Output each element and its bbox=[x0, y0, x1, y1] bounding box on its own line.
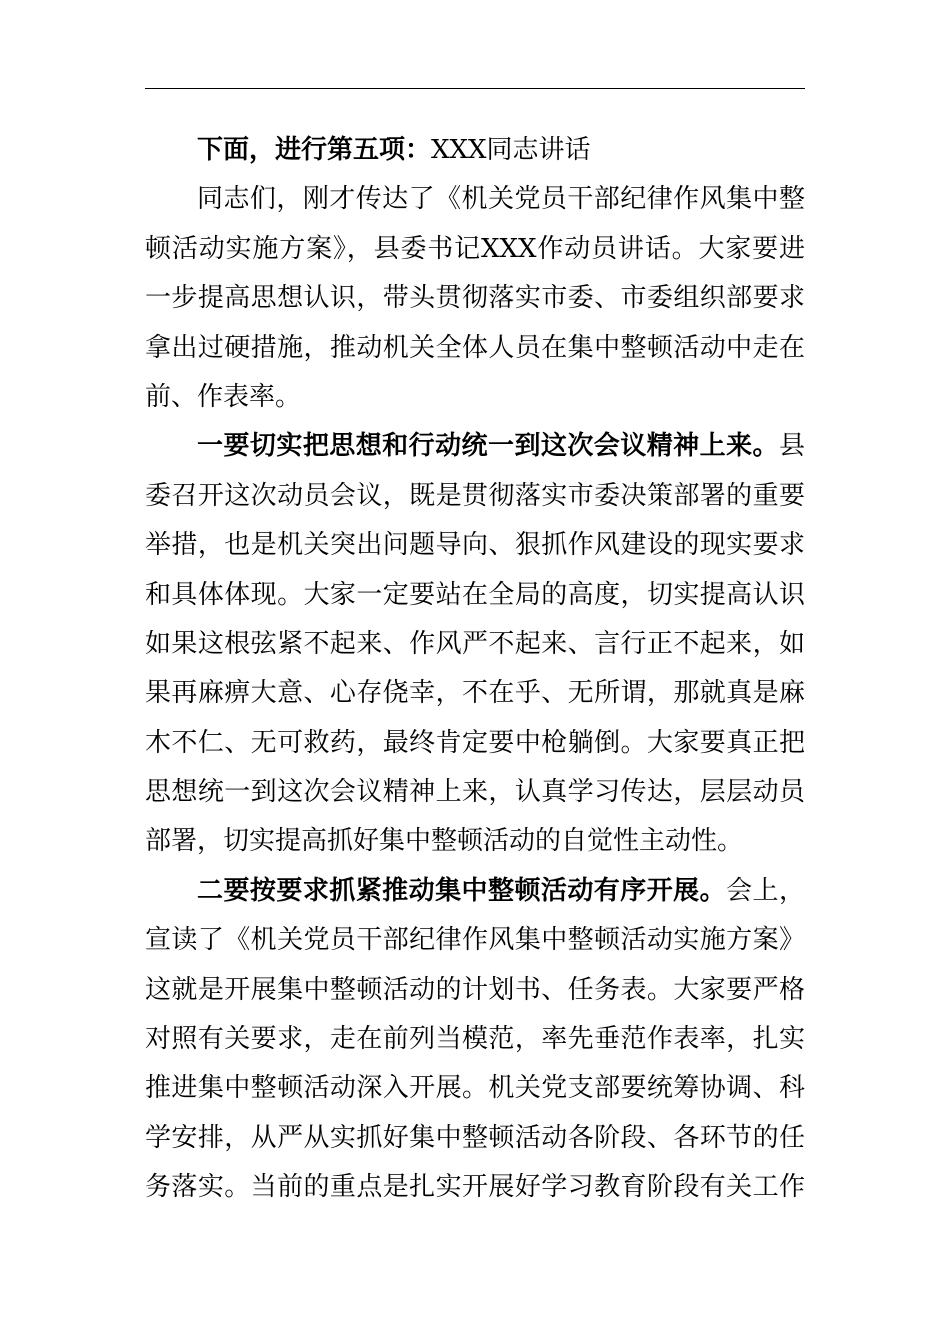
paragraph-line: 思想统一到这次会议精神上来，认真学习传达，层层动员 bbox=[145, 777, 805, 808]
paragraph-point-two bbox=[145, 867, 805, 1213]
point-two-lead: 会上， bbox=[726, 875, 805, 906]
paragraph-line: 宣读了《机关党员干部纪律作风集中整顿活动实施方案》 bbox=[145, 925, 805, 956]
paragraph-line: 木不仁、无可救药，最终肯定要中枪躺倒。大家要真正把 bbox=[145, 727, 805, 758]
paragraph-heading-line bbox=[145, 867, 805, 916]
paragraph-line: 前、作表率。 bbox=[145, 381, 302, 412]
paragraph-line: 同志们，刚才传达了《机关党员干部纪律作风集中整 bbox=[197, 184, 805, 215]
paragraph-line: 部署，切实提高抓好集中整顿活动的自觉性主动性。 bbox=[145, 826, 744, 857]
item-title-rest: XXX同志讲话 bbox=[431, 135, 591, 165]
paragraph-line: 拿出过硬措施，推动机关全体人员在集中整顿活动中走在 bbox=[145, 332, 805, 363]
paragraph-line: 学安排，从严从实抓好集中整顿活动各阶段、各环节的任 bbox=[145, 1122, 805, 1153]
paragraph-line: 务落实。当前的重点是扎实开展好学习教育阶段有关工作 bbox=[145, 1172, 805, 1203]
paragraph-line: 推进集中整顿活动深入开展。机关党支部要统筹协调、科 bbox=[145, 1073, 805, 1104]
document-body bbox=[145, 126, 805, 1213]
paragraph-line: 委召开这次动员会议，既是贯彻落实市委决策部署的重要 bbox=[145, 480, 805, 511]
paragraph-line: 一步提高思想认识，带头贯彻落实市委、市委组织部要求 bbox=[145, 283, 805, 314]
paragraph-line: 果再麻痹大意、心存侥幸，不在乎、无所谓，那就真是麻 bbox=[145, 678, 805, 709]
point-two-heading: 二要按要求抓紧推动集中整顿活动有序开展。 bbox=[197, 875, 727, 906]
item-title-line bbox=[145, 126, 805, 175]
paragraph-line: 顿活动实施方案》，县委书记XXX作动员讲话。大家要进 bbox=[145, 233, 805, 264]
paragraph-point-one bbox=[145, 422, 805, 867]
paragraph-line: 和具体体现。大家一定要站在全局的高度，切实提高认识 bbox=[145, 579, 805, 610]
header-rule bbox=[145, 88, 805, 89]
paragraph-line: 对照有关要求，走在前列当模范，率先垂范作表率，扎实 bbox=[145, 1024, 805, 1055]
paragraph-heading-line bbox=[145, 422, 805, 471]
point-one-heading: 一要切实把思想和行动统一到这次会议精神上来。 bbox=[197, 431, 779, 462]
paragraph-line: 这就是开展集中整顿活动的计划书、任务表。大家要严格 bbox=[145, 974, 805, 1005]
paragraph-opening bbox=[145, 175, 805, 422]
item-title-heading: 下面，进行第五项： bbox=[197, 135, 432, 165]
point-one-lead: 县 bbox=[778, 431, 805, 462]
paragraph-line: 举措，也是机关突出问题导向、狠抓作风建设的现实要求 bbox=[145, 530, 805, 561]
paragraph-line: 如果这根弦紧不起来、作风严不起来、言行正不起来，如 bbox=[145, 628, 805, 659]
